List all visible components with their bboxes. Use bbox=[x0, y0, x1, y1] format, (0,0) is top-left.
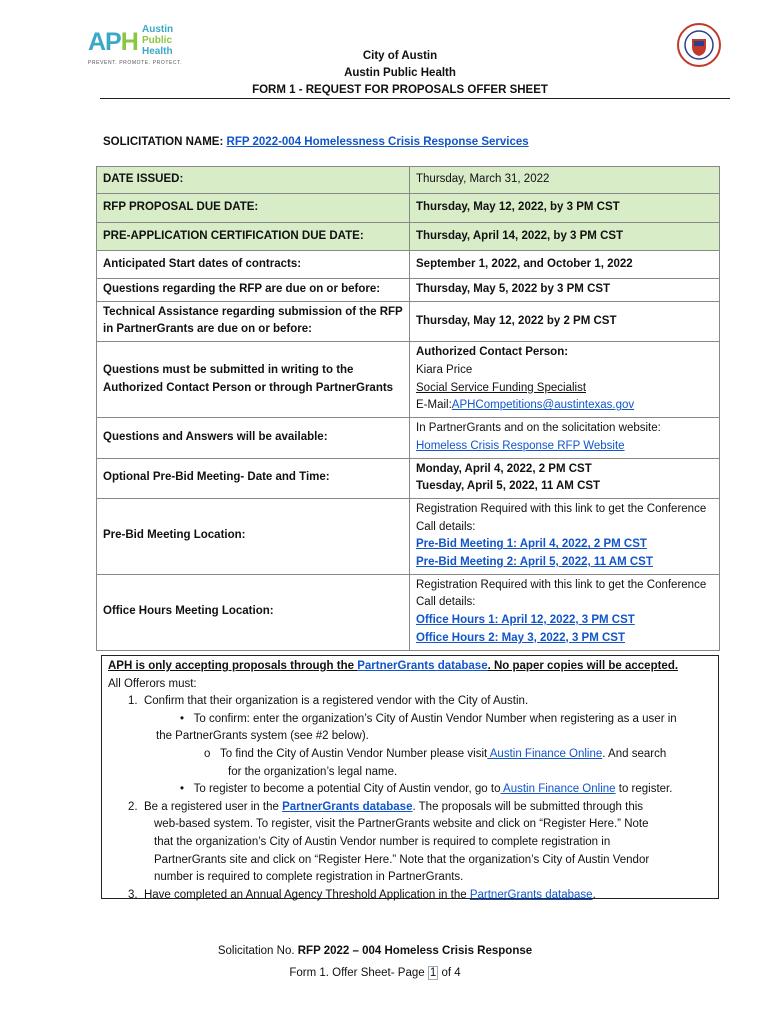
page-footer: Solicitation No. RFP 2022 – 004 Homeless Crisis Response Form 1. Offer Sheet- Page 1 of 4 bbox=[217, 945, 533, 979]
prebid-meeting-1-link[interactable]: Pre-Bid Meeting 1: April 4, 2022, 2 PM CST bbox=[416, 538, 647, 551]
header-divider bbox=[100, 98, 730, 99]
table-row: Office Hours Meeting Location: Registration Required with this link to get the Conference Call details: Office Hours 1: April 12, 2022, 3 PM CST Office Hours 2: May 3, 2022, 3 PM CST bbox=[97, 574, 720, 650]
page-number: 1 bbox=[429, 967, 437, 979]
table-row: PRE-APPLICATION CERTIFICATION DUE DATE: Thursday, April 14, 2022, by 3 PM CST bbox=[97, 223, 720, 251]
austin-finance-online-link[interactable]: Austin Finance Online bbox=[487, 747, 603, 760]
table-row: Anticipated Start dates of contracts: September 1, 2022, and October 1, 2022 bbox=[97, 251, 720, 279]
office-hours-1-link[interactable]: Office Hours 1: April 12, 2022, 3 PM CST bbox=[416, 614, 635, 627]
austin-finance-online-link-2[interactable]: Austin Finance Online bbox=[500, 783, 616, 796]
table-row: Technical Assistance regarding submission of the RFP in PartnerGrants are due on or before: Thursday, May 12, 2022 by 2 PM CST bbox=[97, 301, 720, 341]
solicitation-link[interactable]: RFP 2022-004 Homelessness Crisis Response Services bbox=[226, 136, 529, 148]
table-row: DATE ISSUED: Thursday, March 31, 2022 bbox=[97, 167, 720, 194]
office-hours-2-link[interactable]: Office Hours 2: May 3, 2022, 3 PM CST bbox=[416, 631, 625, 644]
partnergrants-link-3[interactable]: PartnerGrants database bbox=[469, 888, 593, 901]
prebid-meeting-2-link[interactable]: Pre-Bid Meeting 2: April 5, 2022, 11 AM CST bbox=[416, 556, 653, 569]
partnergrants-link[interactable]: PartnerGrants database bbox=[357, 660, 488, 672]
table-row: RFP PROPOSAL DUE DATE: Thursday, May 12, 2022, by 3 PM CST bbox=[97, 194, 720, 223]
table-row: Optional Pre-Bid Meeting- Date and Time: Monday, April 4, 2022, 2 PM CST Tuesday, April 5, 2022, 11 AM CST bbox=[97, 458, 720, 498]
contact-email-link[interactable]: APHCompetitions@austintexas.gov bbox=[451, 399, 635, 412]
table-row: Questions and Answers will be available: In PartnerGrants and on the solicitation website: Homeless Crisis Response RFP Website bbox=[97, 418, 720, 458]
table-row: Pre-Bid Meeting Location: Registration Required with this link to get the Conference Call details: Pre-Bid Meeting 1: April 4, 2022, 2 PM CST Pre-Bid Meeting 2: April 5, 2022, 11 AM CST bbox=[97, 498, 720, 574]
document-header: City of Austin Austin Public Health FORM 1 - REQUEST FOR PROPOSALS OFFER SHEET bbox=[252, 50, 548, 96]
rfp-website-link[interactable]: Homeless Crisis Response RFP Website bbox=[416, 439, 625, 452]
offer-sheet-table bbox=[96, 166, 720, 651]
aph-logo: APH Austin Public Health PREVENT. PROMOTE. PROTECT. bbox=[88, 24, 183, 66]
requirements-notice: APH is only accepting proposals through the PartnerGrants database. No paper copies will be accepted. All Offerors must: 1. Confirm that their organization is a registered vendor with the City of Austin. • To confirm: enter the organization’s City of Austin Vendor Number when registering as a user in the PartnerGrants system (see #2 below). o To find the City of Austin Vendor Number please visit Austin Finance Online. And search for the organization’s legal name. • To register to become a potential City of Austin vendor, go to Austin Finance Online to register. 2. Be a registered user in the PartnerGrants database. The proposals will be submitted through this web-based system. To register, visit the PartnerGrants website and click on “Register Here.” Note that the organization’s City of Austin Vendor number is required to complete registration in PartnerGrants site and click on “Register Here.” Note that the organization’s City of Austin Vendor number is required to complete registration in PartnerGrants. 3. Have completed an Annual Agency Threshold Application in the PartnerGrants database. bbox=[101, 655, 719, 899]
table-row: Questions must be submitted in writing to the Authorized Contact Person or through PartnerGrants Authorized Contact Person: Kiara Price Social Service Funding Specialist E-Mail:APHCompetitions@austintexas.gov bbox=[97, 342, 720, 418]
partnergrants-link-2[interactable]: PartnerGrants database bbox=[282, 800, 413, 813]
solicitation-name: SOLICITATION NAME: RFP 2022-004 Homelessness Crisis Response Services bbox=[103, 136, 529, 148]
table-row: Questions regarding the RFP are due on or before: Thursday, May 5, 2022 by 3 PM CST bbox=[97, 279, 720, 302]
